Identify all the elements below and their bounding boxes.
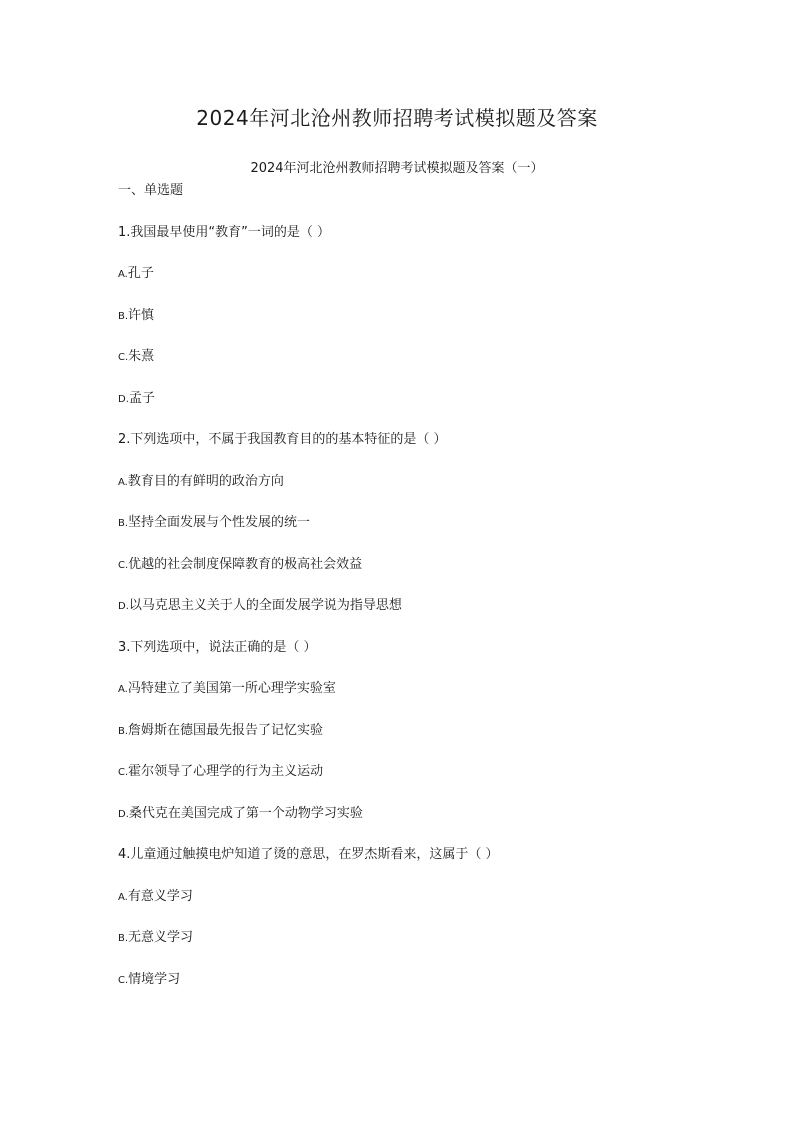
option-item <box>118 971 180 990</box>
option-item <box>118 265 154 284</box>
option-text: 冯特建立了美国第一所心理学实验室 <box>127 681 336 696</box>
subtitle: 2024年河北沧州教师招聘考试模拟题及答案（一） <box>250 161 544 176</box>
question-text: 3.下列选项中，说法正确的是（ ） <box>118 640 317 655</box>
question-text: 2.下列选项中，不属于我国教育目的的基本特征的是（ ） <box>118 432 447 447</box>
option-letter: C. <box>118 767 129 778</box>
option-letter: B. <box>118 933 129 944</box>
section-heading: 一、单选题 <box>118 183 184 198</box>
option-text: 情境学习 <box>128 972 181 987</box>
option-letter: C. <box>118 975 129 986</box>
question-text: 1.我国最早使用“教育”一词的是（ ） <box>118 225 331 240</box>
option-letter: A. <box>118 684 128 695</box>
option-letter: C. <box>118 352 129 363</box>
option-item <box>118 597 402 616</box>
option-text: 有意义学习 <box>127 889 193 904</box>
option-text: 坚持全面发展与个性发展的统一 <box>128 515 311 530</box>
option-letter: D. <box>118 809 129 820</box>
option-item <box>118 763 323 782</box>
option-text: 桑代克在美国完成了第一个动物学习实验 <box>128 806 363 821</box>
option-item <box>118 722 323 741</box>
option-item <box>118 473 284 492</box>
option-text: 无意义学习 <box>128 930 194 945</box>
option-letter: B. <box>118 311 129 322</box>
option-item <box>118 805 363 824</box>
question-text: 4.儿童通过触摸电炉知道了烫的意思，在罗杰斯看来，这属于（ ） <box>118 847 499 862</box>
option-text: 孔子 <box>127 266 154 281</box>
option-item <box>118 888 193 907</box>
option-letter: B. <box>118 726 129 737</box>
option-text: 孟子 <box>128 391 155 406</box>
option-text: 霍尔领导了心理学的行为主义运动 <box>128 764 324 779</box>
option-text: 许慎 <box>128 308 155 323</box>
option-letter: A. <box>118 892 128 903</box>
option-letter: A. <box>118 269 128 280</box>
option-item <box>118 556 362 575</box>
option-item <box>118 929 193 948</box>
option-item <box>118 514 310 533</box>
option-letter: D. <box>118 601 129 612</box>
option-text: 优越的社会制度保障教育的极高社会效益 <box>128 557 363 572</box>
option-letter: A. <box>118 477 128 488</box>
option-text: 以马克思主义关于人的全面发展学说为指导思想 <box>128 598 402 613</box>
option-text: 朱熹 <box>128 349 155 364</box>
option-item <box>118 348 154 367</box>
option-text: 教育目的有鲜明的政治方向 <box>127 474 284 489</box>
option-item <box>118 390 155 409</box>
option-item <box>118 307 154 326</box>
option-item <box>118 680 336 699</box>
page-title: 2024年河北沧州教师招聘考试模拟题及答案 <box>196 106 598 130</box>
option-letter: C. <box>118 560 129 571</box>
option-letter: B. <box>118 518 129 529</box>
option-text: 詹姆斯在德国最先报告了记忆实验 <box>128 723 324 738</box>
option-letter: D. <box>118 394 129 405</box>
